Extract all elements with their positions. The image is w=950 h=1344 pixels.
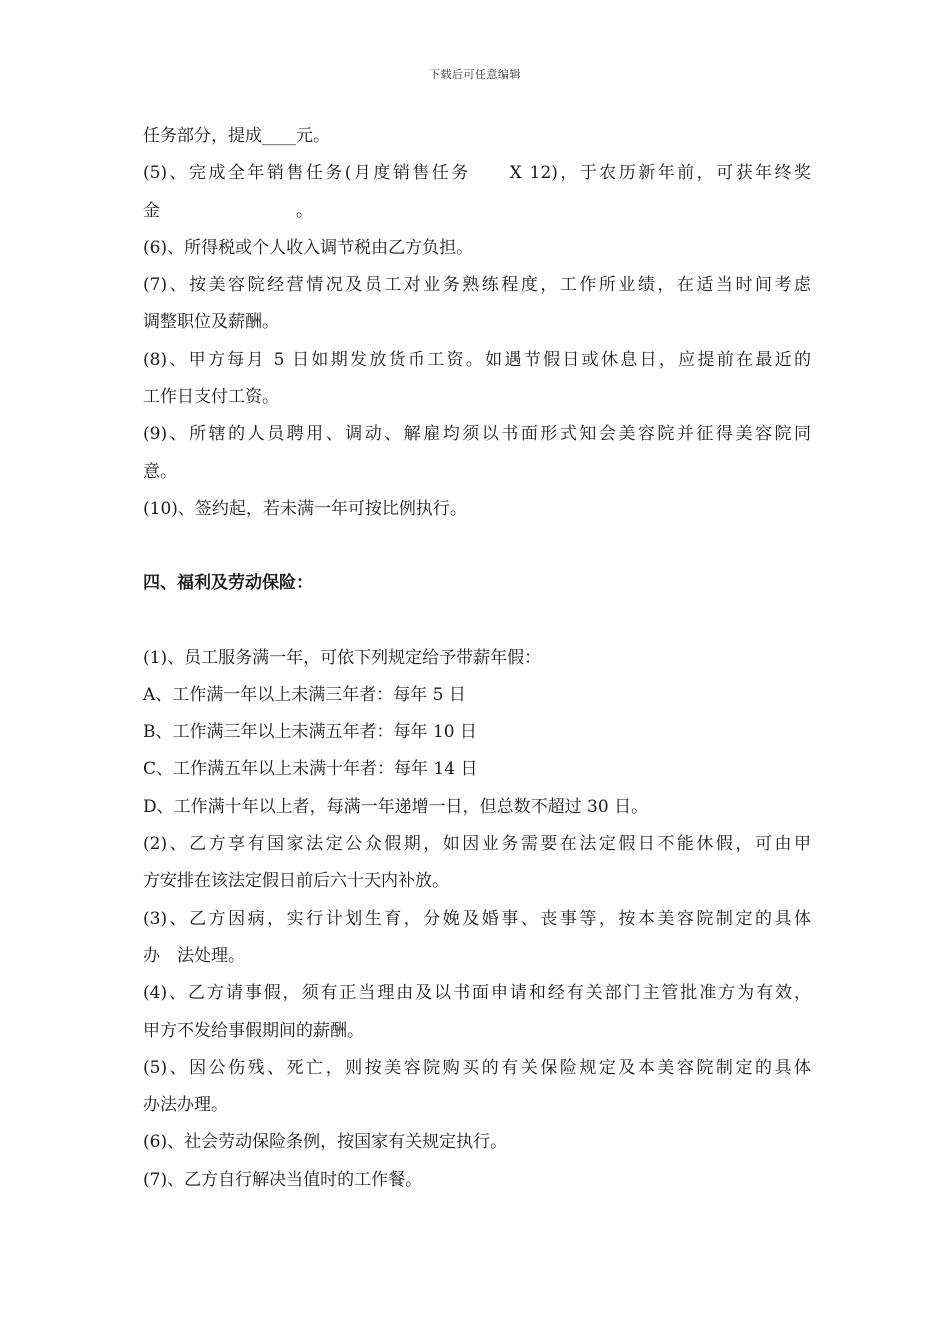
text-line: D、工作满十年以上者，每满一年递增一日，但总数不超过 30 日。 bbox=[143, 796, 649, 817]
text-line: (5)、因公伤残、死亡，则按美容院购买的有关保险规定及本美容院制定的具体 bbox=[143, 1057, 811, 1078]
text-line: 办法办理。 bbox=[143, 1095, 228, 1116]
text-line: 办 法处理。 bbox=[143, 945, 245, 966]
spacer bbox=[143, 603, 811, 640]
text-line: (4)、乙方请事假，须有正当理由及以书面申请和经有关部门主管批准方为有效， bbox=[143, 983, 811, 1004]
text-line: 意。 bbox=[143, 461, 177, 482]
text-line: B、工作满三年以上未满五年者：每年 10 日 bbox=[143, 722, 477, 743]
spacer bbox=[143, 528, 811, 565]
text-line: 甲方不发给事假期间的薪酬。 bbox=[143, 1020, 364, 1041]
text-line: (5)、完成全年销售任务(月度销售任务 X 12)，于农历新年前，可获年终奖 bbox=[143, 163, 811, 184]
text-line: C、工作满五年以上未满十年者：每年 14 日 bbox=[143, 759, 478, 780]
text-line: 工作日支付工资。 bbox=[143, 387, 279, 408]
page-header: 下载后可任意编辑 bbox=[429, 68, 521, 81]
text-line: (3)、乙方因病，实行计划生育，分娩及婚事、丧事等，按本美容院制定的具体 bbox=[143, 908, 811, 929]
section-heading: 四、福利及劳动保险： bbox=[143, 573, 313, 594]
text-line: (1)、员工服务满一年，可依下列规定给予带薪年假： bbox=[143, 647, 542, 668]
text-line: (6)、社会劳动保险条例，按国家有关规定执行。 bbox=[143, 1132, 508, 1153]
text-line: 方安排在该法定假日前后六十天内补放。 bbox=[143, 871, 449, 892]
text-line: (2)、乙方享有国家法定公众假期，如因业务需要在法定假日不能休假，可由甲 bbox=[143, 834, 811, 855]
text-line: A、工作满一年以上未满三年者：每年 5 日 bbox=[143, 684, 466, 705]
text-line: (9)、所辖的人员聘用、调动、解雇均须以书面形式知会美容院并征得美容院同 bbox=[143, 424, 811, 445]
text-line: (8)、甲方每月 5 日如期发放货币工资。如遇节假日或休息日，应提前在最近的 bbox=[143, 349, 811, 370]
text-line: (6)、所得税或个人收入调节税由乙方负担。 bbox=[143, 237, 474, 258]
document-body bbox=[143, 118, 811, 1199]
text-line: 调整职位及薪酬。 bbox=[143, 312, 279, 333]
text-line: (7)、按美容院经营情况及员工对业务熟练程度，工作所业绩，在适当时间考虑 bbox=[143, 275, 811, 296]
text-line: 任务部分，提成____元。 bbox=[143, 126, 330, 146]
text-line: 金 。 bbox=[143, 200, 313, 221]
text-line: (7)、乙方自行解决当值时的工作餐。 bbox=[143, 1169, 423, 1190]
text-line: (10)、签约起，若未满一年可按比例执行。 bbox=[143, 498, 467, 519]
